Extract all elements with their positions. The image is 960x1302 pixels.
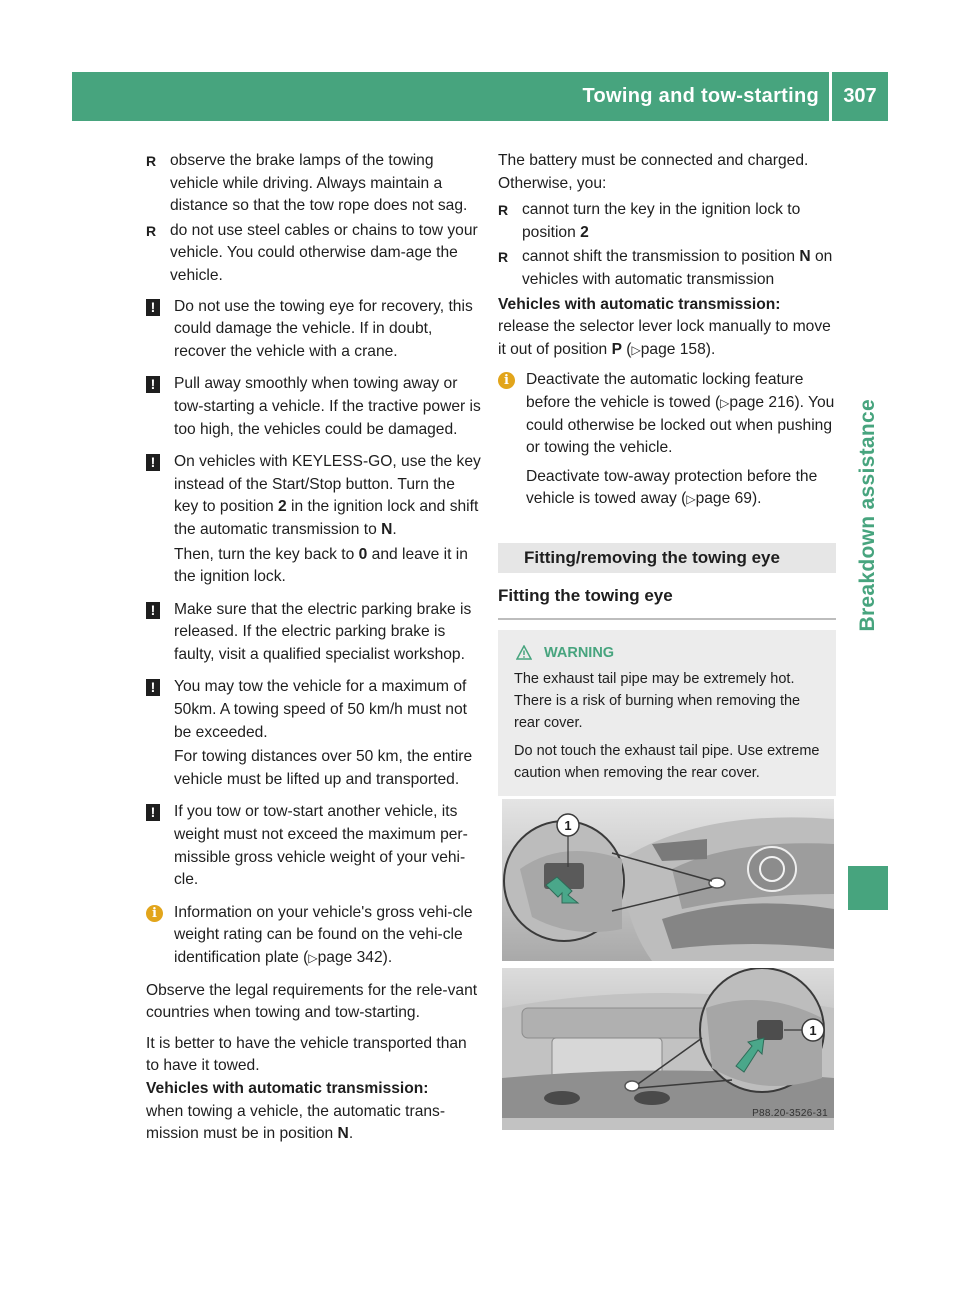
front-vehicle-drawing (502, 799, 834, 961)
page-reference-link[interactable]: page 216 (729, 393, 795, 411)
caution-note-keyless: ! On vehicles with KEYLESS-GO, use the key instead of the Start/Stop button. Turn the key to position 2 in the ignition lock and shift the automatic transmission to N. Then, turn the key back to 0 and leave it in the ignition lock. (146, 451, 483, 589)
subheading: Vehicles with automatic transmission: (146, 1079, 429, 1097)
paragraph: when towing a vehicle, the automatic trans-mission must be in position N. (146, 1102, 446, 1143)
subheading: Vehicles with automatic transmission: (498, 295, 781, 313)
list-item: R cannot turn the key in the ignition lock to position 2 (498, 199, 836, 244)
paragraph: release the selector lever lock manually to move it out of position P (▷page 158). (498, 318, 831, 358)
exclamation-icon: ! (146, 602, 160, 619)
page-ref-arrow-icon: ▷ (308, 951, 318, 965)
side-tab (848, 300, 888, 730)
exclamation-icon: ! (146, 299, 160, 316)
side-tab-label: Breakdown assistance (855, 398, 879, 632)
callout-number: 1 (809, 1023, 817, 1038)
page-number: 307 (843, 85, 877, 108)
rear-towing-eye-illustration (502, 968, 834, 1130)
list-item: R observe the brake lamps of the towing vehicle while driving. Always maintain a distance so that the tow rope does not sag. (146, 150, 483, 218)
caution-note: ! Make sure that the electric parking brake is released. If the electric parking brake is faulty, visit a qualified specialist workshop. (146, 599, 483, 667)
list-item: R cannot shift the transmission to position N on vehicles with automatic transmission (498, 246, 836, 291)
info-icon: i (498, 372, 515, 389)
page-ref-arrow-icon: ▷ (631, 342, 641, 357)
exclamation-icon: ! (146, 804, 160, 821)
warning-triangle-icon (516, 645, 532, 660)
section-title: Fitting/removing the towing eye (498, 543, 836, 573)
callout-number: 1 (564, 818, 572, 833)
exclamation-icon: ! (146, 376, 160, 393)
warning-header: WARNING (514, 642, 824, 664)
exclamation-icon: ! (146, 454, 160, 471)
page-header (72, 72, 888, 121)
right-column (498, 150, 836, 796)
warning-text: Do not touch the exhaust tail pipe. Use extreme caution when removing the rear cover. (514, 742, 820, 781)
left-column (146, 150, 483, 1146)
chapter-title: Towing and tow-starting (582, 85, 819, 108)
front-towing-eye-illustration (502, 799, 834, 961)
info-note: i Information on your vehicle's gross vehi-cle weight rating can be found on the vehi-cle identification plate (▷page 342). (146, 902, 483, 970)
info-icon: i (146, 905, 163, 922)
side-tab-block (848, 866, 888, 910)
warning-box (498, 630, 836, 796)
figure-code: P88.20-3526-31 (752, 1108, 828, 1120)
caution-note: ! Pull away smoothly when towing away or tow-starting a vehicle. If the tractive power is too high, the vehicles could be damaged. (146, 373, 483, 441)
list-item: R do not use steel cables or chains to tow your vehicle. You could otherwise dam-age the vehicle. (146, 220, 483, 288)
paragraph: The battery must be connected and charged. Otherwise, you: (498, 152, 809, 192)
page-reference-link[interactable]: page 69 (695, 490, 752, 508)
page-reference-link[interactable]: page 158 (640, 340, 706, 358)
caution-note: ! If you tow or tow-start another vehicle, its weight must not exceed the maximum per-missible gross vehicle weight of your vehi-cle. (146, 801, 483, 891)
subsection-title: Fitting the towing eye (498, 585, 836, 620)
paragraph: Observe the legal requirements for the rele-vant countries when towing and tow-starting. (146, 981, 478, 1022)
warning-text: The exhaust tail pipe may be extremely hot. There is a risk of burning when removing the rear cover. (514, 670, 801, 731)
caution-note-distance: ! You may tow the vehicle for a maximum of 50km. A towing speed of 50 km/h must not be exceeded. For towing distances over 50 km, the entire vehicle must be lifted up and transported. (146, 676, 483, 791)
page-reference-link[interactable]: page 342 (317, 949, 383, 966)
page-ref-arrow-icon: ▷ (686, 492, 696, 507)
info-note: i Deactivate the automatic locking feature before the vehicle is towed (▷page 216). You could otherwise be locked out when pushing or towing the vehicle. Deactivate tow-away protection before the vehicle is towed away (▷page 69). (498, 369, 836, 511)
paragraph: It is better to have the vehicle transported than to have it towed. (146, 1034, 467, 1075)
page-ref-arrow-icon: ▷ (720, 395, 730, 410)
exclamation-icon: ! (146, 679, 160, 696)
caution-note: ! Do not use the towing eye for recovery, this could damage the vehicle. If in doubt, recover the vehicle with a crane. (146, 296, 483, 364)
